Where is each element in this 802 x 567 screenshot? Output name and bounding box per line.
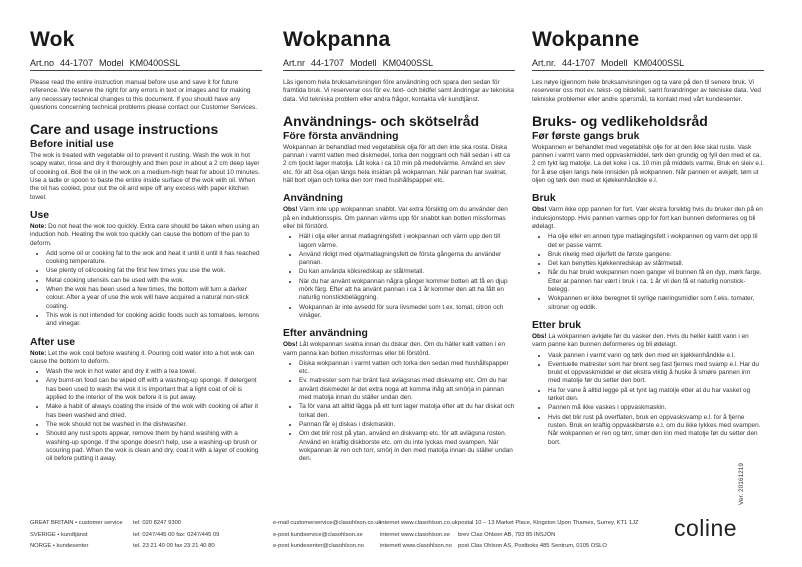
list-item: • Make a habit of always coating the inside of the wok with cooking oil after it has been washed and dried. — [46, 403, 262, 420]
version-label: Ver. 20161219 — [738, 463, 745, 505]
before-text-sv: Wokpannan är behandlad med vegetabilisk olja för att den inte ska rosta. Diska pannan i varmt vatten med diskmedel, torka den noggrant och häll sedan i ett ca 2 cm tjockt lager matolja. Låt koka i ca 10 min på medelvärme. Använd en slev etc. för att ösa oljan längs hela insidan på wokpannan. När pannan har svalnat, häll bort oljan och torka den torr med hushållspapper etc. — [283, 143, 511, 185]
coline-logo: coline — [674, 515, 738, 541]
before-heading-sv: Före första användning — [283, 130, 399, 142]
list-item: • Använd rikligt med olja/matlagningsfett de första gångerna du använder pannan. — [299, 251, 515, 268]
before-text-no: Wokpannen er behandlet med vegetabilsk olje for at den ikke skal ruste. Vask pannen i varmt vann med oppvaskmiddel, tørk den grundig og fyll den med et ca. 2 cm tykt lag matolje. La det koke i ca. 10 min på middels varme. Bruk en sleiv e.l. for å øse oljen langs hele innsiden på wokpannen. Når pannen er avkjølt, tøm ut oljen og tørk den med et kjøkkenhåndkle e.l. — [532, 143, 764, 185]
list-item: • Any burnt-on food can be wiped off with a washing-up sponge. If detergent has been used to wash the wok it is important that a light coat of oil is applied to the interior of the wok before it is put away. — [46, 377, 262, 402]
list-item: • Du kan använda köksredskap av stål/metall. — [299, 268, 515, 276]
after-list-sv — [283, 360, 515, 464]
divider-en — [30, 70, 262, 71]
list-item: • Häll i olja eller annat matlagningsfett i wokpannan och värm upp den till lagom värme. — [299, 233, 515, 250]
list-item: • Wokpannen er ikke beregnet til syrlige næringsmidler som f.eks. tomater, sitroner og eddik. — [548, 295, 764, 312]
footer-row: GREAT BRITAIN • customer service tel: 020 8247 9300 e-mail customerservice@clasohlson.co.ukinternet www.clasohlson.co.ukpostal 10 – 13 Market Place, Kingston Upon Thames, Surrey, KT1 1JZ — [30, 520, 639, 526]
after-heading-no: Etter bruk — [532, 319, 582, 331]
title-no: Wokpanne — [532, 28, 640, 51]
list-item: • Add some oil or cooking fat to the wok and heat it until it until it has reached cooking temperature. — [46, 250, 262, 267]
column-english — [30, 28, 262, 464]
after-note-en: Note: Let the wok cool before washing it. Pouring cold water into a hot wok can cause the bottom to deform. — [30, 349, 255, 365]
list-item: • The wok should not be washed in the dishwasher. — [46, 421, 262, 429]
list-item: • Ev. matrester som har bränt fast avlägsnas med diskvamp etc. Om du har använt diskmedel är det extra noga att komma ihåg att smörja in pannan med matolja innan du ställer undan den. — [299, 377, 515, 402]
column-swedish — [283, 28, 515, 464]
after-note-sv: Obs! Låt wokpannan svalna innan du diskar den. Om du häller kallt vatten i en varm panna kan botten missformas eller bli förstörd. — [283, 341, 506, 357]
before-heading-no: Før første gangs bruk — [532, 130, 640, 142]
after-note-no: Obs! La wokpannen avkjøle før du vasker den. Hvis du heller kaldt vann i en varm panne kan bunnen deformeres og bli ødelagt. — [532, 332, 749, 349]
list-item: • När du har använt wokpannan några gånger kommer botten att få en djup mörk färg. Efter att ha använt pannan i ca 1 år kommer den att ha fått en naturlig nonstickbeläggning. — [299, 278, 515, 303]
divider-sv — [283, 70, 515, 71]
intro-en: Please read the entire instruction manual before use and save it for future reference. We reserve the right for any errors in text or images and for making any necessary technical changes to this document. If you should have any questions concerning technical problems please contact our Customer Services. — [30, 79, 257, 111]
art-row-en: Art.no 44-1707 Model KM0400SSL — [30, 58, 181, 68]
footer-row: SVERIGE • kundtjänst tel: 0247/445 00 fax: 0247/445 09 e-post kundservice@clasohlson.se internet www.clasohlson.se brev Clas Ohlson AB, 793 85 INSJÖN — [30, 531, 556, 538]
use-heading-sv: Användning — [283, 193, 344, 205]
list-item: • This wok is not intended for cooking acidic foods such as tomatoes, lemons and vinegar. — [46, 312, 262, 329]
list-item: • Wash the wok in hot water and dry it with a tea towel. — [46, 368, 262, 376]
care-heading-en: Care and usage instructions — [30, 121, 219, 138]
use-heading-no: Bruk — [532, 193, 556, 205]
title-en: Wok — [30, 28, 75, 51]
use-note-no: Obs! Varm ikke opp pannen for fort. Vær ekstra forsiktig hvis du bruker den på en induksjonstopp. Hvis pannen varmes opp for fort kan bunnen deformeres og bli ødelagt. — [532, 206, 763, 230]
care-heading-no: Bruks- og vedlikeholdsråd — [532, 112, 708, 129]
list-item: • Ha olje eller en annen type matlagingsfett i wokpannen og varm det opp til det er passe varmt. — [548, 233, 764, 250]
list-item: • Wokpannan är inte avsedd för sura livsmedel som t.ex. tomat, citron och vinäger. — [299, 304, 515, 321]
art-row-sv: Art.nr 44-1707 Modell KM0400SSL — [283, 58, 434, 68]
after-heading-en: After use — [30, 336, 76, 348]
footer-row: NORGE • kundesenter tel. 23 21 40 00 fax 23 21 40 80 e-post kundesenter@clasohlson.no internett www.clasohlson.no post Clas Ohlson AS, Postboks 485 Sentrum, 0105 OSLO — [30, 543, 607, 549]
footer-contacts — [30, 518, 639, 553]
use-heading-en: Use — [30, 209, 50, 221]
list-item: • Diska wokpannan i varmt vatten och torka den sedan med hushållspapper etc. — [299, 360, 515, 377]
list-item: • Vask pannen i varmt vann og tørk den med en kjøkkenhåndkle e.l. — [548, 352, 764, 360]
list-item: • Pannan får ej diskas i diskmaskin. — [299, 421, 515, 429]
list-item: • Should any rust spots appear, remove them by hand washing with a washing-up sponge. If the sponge doesn't help, use a washing-up brush or scouring pad. When the wok is clean and dry, coat it with a layer of cooking oil before putting it away. — [46, 430, 262, 463]
art-row-no: Art.nr. 44-1707 Modell KM0400SSL — [532, 58, 685, 68]
list-item: • Ta för vana att alltid lägga på ett tunt lager matolja efter att du har diskat och torkat den. — [299, 403, 515, 420]
after-list-no — [532, 352, 764, 447]
intro-sv: Läs igenom hela bruksanvisningen före användning och spara den sedan för framtida bruk. Vi reserverar oss för ev. text- och bildfel samt ändringar av tekniska data. Vid tekniska problem eller andra frågor, kontakta vår kundtjänst. — [283, 79, 514, 103]
care-heading-sv: Användnings- och skötselråd — [283, 112, 480, 129]
list-item: • Use plenty of oil/cooking fat the first few times you use the wok. — [46, 267, 262, 275]
list-item: • Om det blir rost på ytan, använd en diskvamp etc. för att avlägsna rosten. Använd en kraftig diskborste etc. om du inte lyckas med svampen. När wokpannan är ren och torr, smörj in den med matolja innan du ställer undan den. — [299, 430, 515, 463]
use-note-sv: Obs! Värm inte upp wokpannan snabbt. Var extra försiktig om du använder den på en induktionsspis. Om pannan värms upp för snabbt kan botten missformas eller bli förstörd. — [283, 206, 508, 230]
before-heading-en: Before initial use — [30, 139, 114, 151]
use-list-sv — [283, 233, 515, 320]
use-note-en: Note: Do not heat the wok too quickly. Extra care should be taken when using an induction hob. Heating the wok too quickly can cause the bottom of the pan to deform. — [30, 222, 260, 247]
use-list-en — [30, 250, 262, 329]
after-list-en — [30, 368, 262, 463]
divider-no — [532, 70, 764, 71]
title-sv: Wokpanna — [283, 28, 391, 51]
use-list-no — [532, 233, 764, 312]
column-norwegian — [532, 28, 764, 448]
before-text-en: The wok is treated with vegetable oil to prevent it rusting. Wash the wok in hot soapy water, rinse and dry it thoroughly and then pour in about a 2 cm deep layer of cooking oil. Boil the oil in the wok on a medium-high heat for about 10 minutes. Use a ladle or spoon to baste the entire inside surface of the wok with oil. When the oil has cooled, pour out the oil and wipe off any excess with paper kitchen towel. — [30, 152, 260, 201]
intro-no: Les nøye igjennom hele bruksanvisningen og ta vare på den til senere bruk. Vi reserverer oss mot ev. tekst- og bildefeil, samt forandringer av tekniske data. Ved tekniske problemer eller andre spørsmål, ta kontakt med vårt kundesenter. — [532, 79, 761, 103]
list-item: • Metal cooking utensils can be used with the wok. — [46, 277, 262, 285]
list-item: • Det kan benyttes kjøkkenredskap av stål/metall. — [548, 260, 764, 268]
list-item: • Eventuelle matrester som har brent seg fast fjernes med svamp e.l. Har du brukt et oppvaskmiddel er det ekstra viktig å huske å smøre pannen inn med matolje før du setter den bort. — [548, 361, 764, 386]
list-item: • Hvis det blir rust på overflaten, bruk en oppvasksvamp e.l. for å fjerne rusten. Bruk en kraftig oppvaskbørste e.l. om du ikke lykkes med svampen. Når wokpannen er ren og tørr, smør den inn med matolje før du setter den bort. — [548, 414, 764, 447]
list-item: • When the wok has been used a few times, the bottom will turn a darker colour. After a year of use the wok will have acquired a natural non-stick coating. — [46, 286, 262, 311]
list-item: • Bruk rikelig med olje/fett de første gangene. — [548, 251, 764, 259]
list-item: • Ha for vane å alltid legge på et tynt lag matolje etter at du har vasket og tørket den. — [548, 387, 764, 404]
after-heading-sv: Efter användning — [283, 328, 368, 340]
list-item: • Pannen må ikke vaskes i oppvaskmaskin. — [548, 404, 764, 412]
list-item: • Når du har brukt wokpannen noen ganger vil bunnen få en dyp, mørk farge. Etter at pannen har vært i bruk i ca. 1 år vil den få et naturlig nonstick-belegg. — [548, 269, 764, 294]
